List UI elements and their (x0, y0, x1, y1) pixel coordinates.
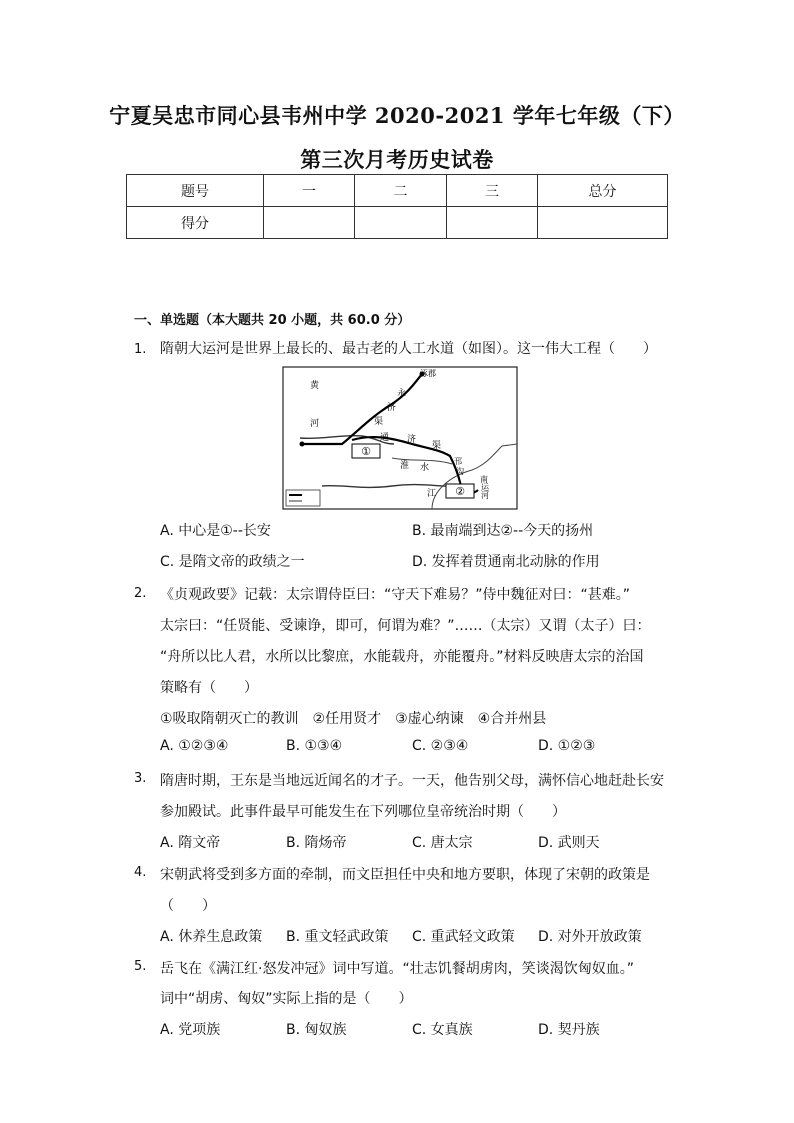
score-cell: 二 (355, 175, 447, 207)
q2-option-b[interactable]: B. ①③④ (286, 738, 343, 754)
score-cell: 三 (447, 175, 538, 207)
question-number: 5. (134, 959, 147, 974)
question-text-line: 隋唐时期，王东是当地远近闻名的才子。一天，他告别父母，满怀信心地赶赴长安 (160, 773, 664, 789)
q4-option-d[interactable]: D. 对外开放政策 (538, 929, 642, 945)
score-cell: 总分 (538, 175, 668, 207)
section-heading: 一、单选题（本大题共 20 小题，共 60.0 分） (134, 313, 411, 328)
map-label-1: ① (361, 445, 371, 458)
question-number: 1. (134, 342, 147, 357)
q3-option-c[interactable]: C. 唐太宗 (412, 835, 473, 851)
q1-option-d[interactable]: D. 发挥着贯通南北动脉的作用 (412, 554, 600, 570)
question-number: 2. (134, 586, 147, 601)
question-text-line: 《贞观政要》记载：太宗谓侍臣曰：“守天下难易？”侍中魏征对曰：“甚难。” (160, 587, 631, 603)
score-input-cell (355, 207, 447, 239)
map-label: 运 (481, 483, 489, 492)
score-input-cell (538, 207, 668, 239)
map-label: 南 (480, 475, 488, 484)
map-label: 渠 (432, 441, 442, 451)
question-text-line: 词中“胡虏、匈奴”实际上指的是（ ） (160, 991, 413, 1007)
q1-option-b[interactable]: B. 最南端到达②--今天的扬州 (412, 523, 594, 539)
map-label: 济 (387, 403, 397, 413)
map-label: 江 (427, 489, 437, 499)
grand-canal-map (282, 366, 518, 510)
map-label: 河 (310, 419, 320, 429)
q5-option-a[interactable]: A. 党项族 (160, 1022, 221, 1038)
exam-title-line2: 第三次月考历史试卷 (300, 147, 494, 172)
question-text-line: （ ） (160, 898, 216, 914)
map-label: 永 (397, 389, 407, 399)
question-text-line: 宋朝武将受到多方面的牵制，而文臣担任中央和地方要职，体现了宋朝的政策是 (160, 867, 650, 883)
question-number: 3. (134, 771, 147, 786)
q1-option-c[interactable]: C. 是隋文帝的政绩之一 (160, 554, 305, 570)
score-input-cell (264, 207, 355, 239)
map-label: 渠 (374, 417, 384, 427)
question-text-line: 太宗曰：“任贤能、受谏诤，即可，何谓为难？”……（太宗）又谓（太子）曰： (160, 618, 651, 634)
q4-option-a[interactable]: A. 休养生息政策 (160, 929, 263, 945)
question-text-line: 策略有（ ） (160, 680, 258, 696)
score-table (126, 174, 668, 239)
map-label: 通 (380, 433, 390, 443)
q5-option-b[interactable]: B. 匈奴族 (286, 1022, 347, 1038)
q3-option-d[interactable]: D. 武则天 (538, 835, 600, 851)
map-label-zhuojun: 涿郡 (420, 369, 436, 378)
q1-option-a[interactable]: A. 中心是①--长安 (160, 523, 271, 539)
q2-option-a[interactable]: A. ①②③④ (160, 738, 229, 754)
q4-option-b[interactable]: B. 重文轻武政策 (286, 929, 389, 945)
question-text-line: “舟所以比人君，水所以比黎庶，水能载舟，亦能覆舟。”材料反映唐太宗的治国 (160, 649, 644, 665)
exam-title-line1: 宁夏吴忠市同心县韦州中学 2020-2021 学年七年级（下） (109, 103, 685, 128)
question-text: 隋朝大运河是世界上最长的、最古老的人工水道（如图）。这一伟大工程（ ） (160, 341, 657, 357)
score-cell: 得分 (127, 207, 264, 239)
q5-option-c[interactable]: C. 女真族 (412, 1022, 473, 1038)
question-text-line: 参加殿试。此事件最早可能发生在下列哪位皇帝统治时期（ ） (160, 804, 566, 820)
question-number: 4. (134, 865, 147, 880)
q3-option-a[interactable]: A. 隋文帝 (160, 835, 221, 851)
map-label-2: ② (455, 485, 465, 498)
q5-option-d[interactable]: D. 契丹族 (538, 1022, 600, 1038)
map-legend (286, 490, 320, 506)
map-label: 济 (407, 435, 417, 445)
question-statement: ①吸取隋朝灭亡的教训 ②任用贤才 ③虚心纳谏 ④合并州县 (160, 711, 547, 727)
map-label: 河 (481, 491, 489, 500)
score-table-score-row (127, 207, 668, 239)
q4-option-c[interactable]: C. 重武轻文政策 (412, 929, 515, 945)
map-label: 沟 (456, 467, 464, 476)
q2-option-c[interactable]: C. ②③④ (412, 738, 469, 754)
map-label: 黄 (310, 381, 320, 391)
score-cell: 一 (264, 175, 355, 207)
q2-option-d[interactable]: D. ①②③ (538, 738, 596, 754)
map-label: 淮 (400, 461, 410, 471)
canal-dot (300, 442, 305, 447)
map-label: 水 (420, 463, 430, 473)
map-label: 邗 (454, 457, 462, 466)
q3-option-b[interactable]: B. 隋炀帝 (286, 835, 347, 851)
score-input-cell (447, 207, 538, 239)
score-table-header-row (127, 175, 668, 207)
score-cell: 题号 (127, 175, 264, 207)
question-text-line: 岳飞在《满江红·怒发冲冠》词中写道。“壮志饥餐胡虏肉，笑谈渴饮匈奴血。” (160, 961, 634, 977)
